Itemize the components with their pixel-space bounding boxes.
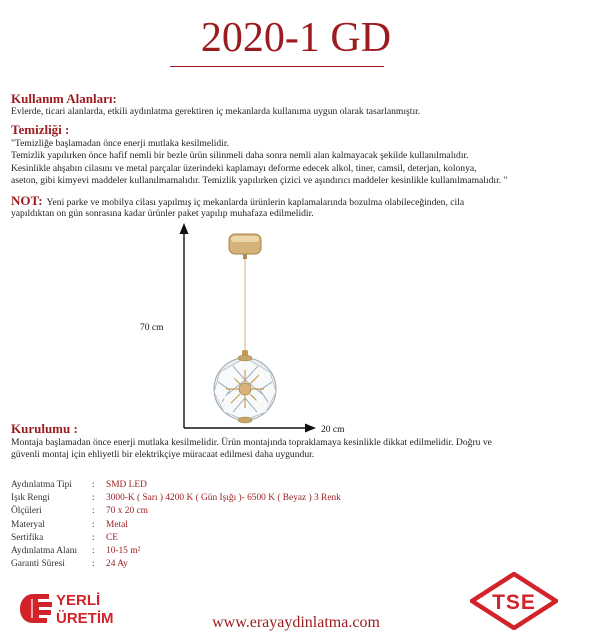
spec-key: Ölçüleri (11, 506, 42, 517)
spec-colon: : (92, 506, 95, 517)
spec-value: 24 Ay (106, 559, 128, 570)
usage-heading: Kullanım Alanları: (11, 91, 117, 106)
spec-row-lighting-type (11, 479, 431, 492)
spec-key: Garanti Süresi (11, 559, 65, 570)
spec-table (11, 479, 431, 571)
spec-key: Sertifika (11, 532, 44, 543)
page-title: 2020-1 GD (200, 15, 392, 61)
website-url: www.erayaydinlatma.com (212, 614, 380, 631)
badge-line-2: ÜRETİM (56, 610, 114, 627)
cleaning-line: Temizlik yapılırken önce hafif nemli bir bezle ürün silinmeli daha sonra nemli alan kalmayacak şekilde kullanılmalıdır. (11, 150, 469, 162)
height-dimension-label: 70 cm (140, 323, 164, 333)
spec-value: 70 x 20 cm (106, 506, 148, 517)
note-text: Yeni parke ve mobilya cilası yapılmış iç mekanlarda ürünlerin kaplamalarında bozulma olabileceğinden, cila (46, 197, 465, 208)
spec-value: 3000-K ( Sarı ) 4200 K ( Gün Işığı )- 6500 K ( Beyaz ) 3 Renk (106, 493, 341, 504)
usage-text: Evlerde, ticari alanlarda, etkili aydınlatma gerektiren iç mekanlarda kullanıma uygun olarak tasarlanmıştır. (11, 106, 421, 117)
width-arrow-head (305, 424, 316, 433)
installation-line: Montaja başlamadan önce enerji mutlaka kesilmelidir. Ürün montajında topraklamaya kesinlikle dikkat edilmelidir. Doğru ve (11, 437, 492, 448)
spec-key: Materyal (11, 519, 45, 530)
spec-row-material (11, 519, 431, 532)
spec-key: Aydınlatma Tipi (11, 480, 72, 490)
canopy-highlight (231, 236, 259, 242)
cleaning-line: Kesinlikle ahşabın cilasını ve metal parçalar üzerindeki kaplamayı deforme edecek alkol, tiner, camsil, deterjan, kolonya, (11, 162, 477, 174)
crystal-sphere (214, 355, 276, 423)
spec-row-warranty (11, 558, 431, 571)
spec-row-certificate (11, 532, 431, 545)
canopy-stem (243, 254, 247, 259)
spec-colon: : (92, 493, 95, 504)
tse-text: TSE (492, 591, 536, 614)
note-label: NOT: (11, 193, 43, 208)
installation-text (11, 437, 492, 462)
height-arrow-head (180, 223, 189, 234)
badge-line-1: YERLİ (56, 592, 101, 609)
spec-row-lighting-area (11, 545, 431, 558)
spec-value: Metal (106, 519, 128, 530)
spec-colon: : (92, 532, 95, 543)
spec-colon: : (92, 545, 95, 556)
spec-key: Işık Rengi (11, 493, 50, 504)
note-line-2: yapıldıktan on gün sonrasına kadar ürünler paket yapılıp muhafaza edilmelidir. (11, 208, 314, 219)
spec-colon: : (92, 480, 95, 490)
spec-value: 10-15 m² (106, 545, 141, 556)
cleaning-line: "Temizliğe başlamadan önce enerji mutlaka kesilmelidir. (11, 138, 229, 149)
spec-colon: : (92, 519, 95, 530)
installation-line: güvenli montaj için ehliyetli bir elektrikçiye müracaat edilmesi daha uygundur. (11, 449, 315, 461)
spec-colon: : (92, 559, 95, 570)
cleaning-heading: Temizliği : (11, 122, 70, 137)
cleaning-line: aseton, gibi kimyevi maddeler kullanılmamalıdır. Temizlik yapılırken çizici ve aşındırıcı maddeler kesinlikle kullanılmamalıdır. " (11, 174, 508, 186)
spec-value: SMD LED (106, 480, 147, 490)
spec-key: Aydınlatma Alanı (11, 545, 78, 556)
spec-row-light-color (11, 492, 431, 505)
installation-heading: Kurulumu : (11, 421, 78, 436)
spec-value: CE (106, 532, 118, 543)
width-dimension-label: 20 cm (321, 425, 345, 435)
spec-row-dimensions (11, 505, 431, 518)
